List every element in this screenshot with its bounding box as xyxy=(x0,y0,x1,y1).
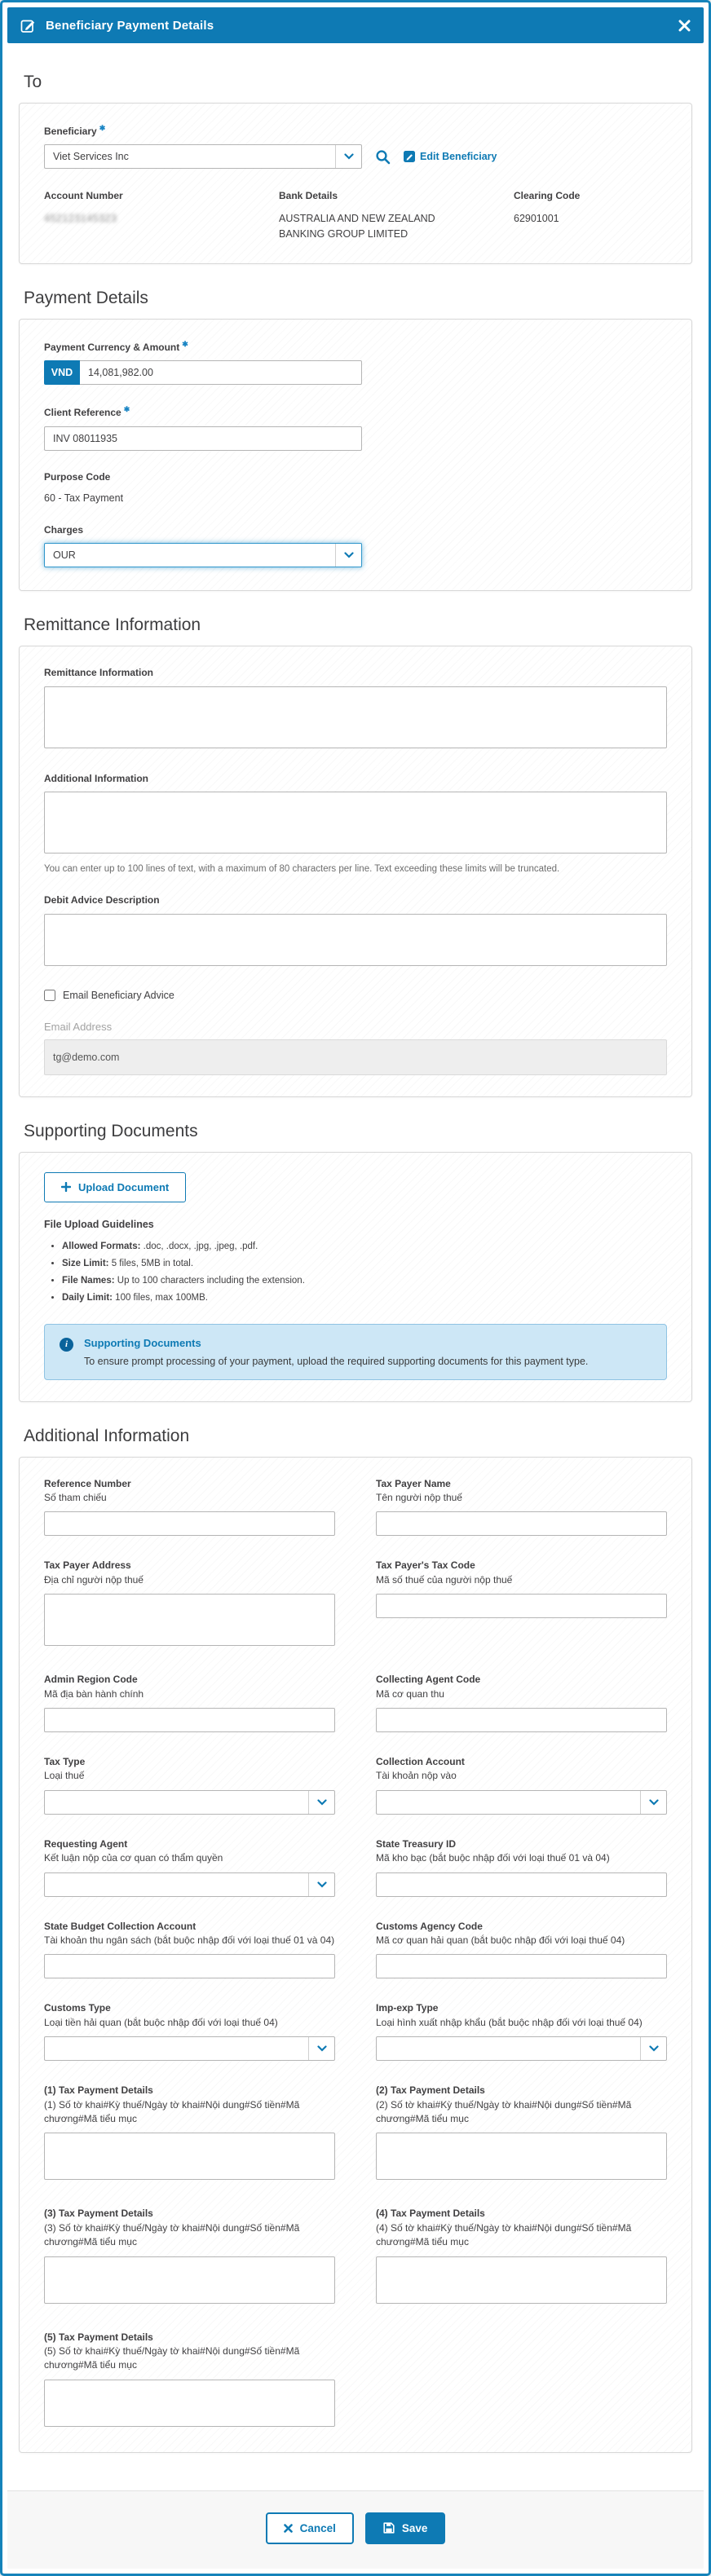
currency-amount-label: Payment Currency & Amount ✱ xyxy=(44,339,667,355)
supporting-documents-panel xyxy=(19,1152,692,1402)
field-label: Tax Type xyxy=(44,1756,86,1768)
chevron-down-icon xyxy=(335,544,361,567)
field-sublabel: Mã địa bàn hành chính xyxy=(44,1687,144,1700)
field-sublabel: Mã cơ quan hải quan (bắt buộc nhập đối với loại thuế 04) xyxy=(376,1934,625,1946)
field-reference-number xyxy=(44,1477,335,1537)
chevron-down-icon xyxy=(640,1791,666,1814)
additional-information-panel xyxy=(19,1457,692,2453)
field-sublabel: (5) Số tờ khai#Kỳ thuế/Ngày tờ khai#Nội dung#Số tiền#Mã chương#Mã tiểu mục xyxy=(44,2344,300,2371)
modal-footer xyxy=(7,2490,704,2569)
tax-payment-details-4-textarea[interactable] xyxy=(376,2256,667,2304)
required-asterisk xyxy=(121,407,130,418)
field-customs-agency-code xyxy=(376,1920,667,1979)
state-budget-collection-account-input[interactable] xyxy=(44,1954,335,1978)
field-label: Tax Payer Name xyxy=(376,1477,451,1489)
field-label: (5) Tax Payment Details xyxy=(44,2331,153,2343)
field-label: State Treasury ID xyxy=(376,1837,457,1850)
guideline-item: • File Names: Up to 100 characters including the extension. xyxy=(62,1273,667,1290)
field-collection-account xyxy=(376,1755,667,1815)
chevron-down-icon xyxy=(640,2037,666,2060)
field-sublabel: Loại thuế xyxy=(44,1770,85,1782)
email-beneficiary-advice-checkbox[interactable] xyxy=(44,990,55,1001)
chevron-down-icon xyxy=(308,1873,334,1896)
field-label: (1) Tax Payment Details xyxy=(44,2084,153,2097)
modal-content xyxy=(7,43,704,2468)
additional-info-textarea[interactable] xyxy=(44,792,667,854)
payment-details-heading: Payment Details xyxy=(24,288,148,307)
clearing-code-value: 62901001 xyxy=(514,213,559,225)
field-tax-payer-address xyxy=(44,1559,335,1650)
field-sublabel: Tài khoản thu ngân sách (bắt buộc nhập đối với loại thuế 01 và 04) xyxy=(44,1934,335,1946)
debit-advice-label: Debit Advice Description xyxy=(44,894,160,906)
field-label: Collecting Agent Code xyxy=(376,1674,481,1686)
to-panel xyxy=(19,103,692,264)
field-sublabel: (2) Số tờ khai#Kỳ thuế/Ngày tờ khai#Nội dung#Số tiền#Mã chương#Mã tiểu mục xyxy=(376,2098,632,2124)
field-sublabel: Mã cơ quan thu xyxy=(376,1687,444,1700)
supporting-documents-heading: Supporting Documents xyxy=(24,1121,198,1140)
file-upload-guidelines-title: File Upload Guidelines xyxy=(44,1218,154,1230)
edit-pencil-icon xyxy=(20,18,36,33)
field-state-treasury-id xyxy=(376,1837,667,1897)
amount-input[interactable] xyxy=(80,360,362,385)
info-icon: i xyxy=(60,1338,73,1352)
email-beneficiary-advice-row xyxy=(44,990,667,1001)
edit-beneficiary-icon xyxy=(404,151,415,162)
field-sublabel: (3) Số tờ khai#Kỳ thuế/Ngày tờ khai#Nội dung#Số tiền#Mã chương#Mã tiểu mục xyxy=(44,2221,300,2248)
imp-exp-type-select[interactable] xyxy=(376,2036,667,2061)
tax-payment-details-3-textarea[interactable] xyxy=(44,2256,335,2304)
modal-header xyxy=(7,7,704,43)
bank-details-label: Bank Details xyxy=(279,190,338,202)
field-sublabel: Số tham chiếu xyxy=(44,1492,107,1504)
field-label: (2) Tax Payment Details xyxy=(376,2084,485,2097)
field-sublabel: (1) Số tờ khai#Kỳ thuế/Ngày tờ khai#Nội dung#Số tiền#Mã chương#Mã tiểu mục xyxy=(44,2098,300,2124)
field-state-budget-collection-account xyxy=(44,1920,335,1979)
beneficiary-label: Beneficiary ✱ xyxy=(44,123,667,139)
payment-details-panel xyxy=(19,319,692,592)
field-customs-type xyxy=(44,2001,335,2061)
email-address-input xyxy=(44,1039,667,1075)
field-label: State Budget Collection Account xyxy=(44,1920,197,1932)
field-label: (4) Tax Payment Details xyxy=(376,2208,485,2220)
collection-account-select[interactable] xyxy=(376,1790,667,1815)
chevron-down-icon xyxy=(308,1791,334,1814)
field-tax-payer-name xyxy=(376,1477,667,1537)
account-number-label: Account Number xyxy=(44,190,123,202)
client-reference-label: Client Reference ✱ xyxy=(44,404,667,420)
field-label: Collection Account xyxy=(376,1756,465,1768)
field-sublabel: Loại tiền hải quan (bắt buộc nhập đối với loại thuế 04) xyxy=(44,2016,278,2028)
beneficiary-summary xyxy=(44,190,667,242)
field-label: Tax Payer Address xyxy=(44,1559,131,1572)
currency-badge: VND xyxy=(44,360,80,385)
required-asterisk xyxy=(179,342,188,353)
collecting-agent-code-input[interactable] xyxy=(376,1708,667,1732)
field-sublabel: Mã số thuế của người nộp thuế xyxy=(376,1573,513,1586)
beneficiary-select-value: Viet Services Inc xyxy=(53,151,129,163)
customs-type-select[interactable] xyxy=(44,2036,335,2061)
field-collecting-agent-code xyxy=(376,1673,667,1732)
purpose-code-label: Purpose Code xyxy=(44,470,111,483)
required-asterisk xyxy=(97,126,106,137)
field-label: Requesting Agent xyxy=(44,1837,128,1850)
client-reference-input[interactable] xyxy=(44,426,362,451)
field-tax-payment-details-3 xyxy=(44,2207,335,2307)
guideline-item: • Size Limit: 5 files, 5MB in total. xyxy=(62,1255,667,1273)
account-number-value: 452123145323 xyxy=(44,213,117,225)
field-label: Customs Agency Code xyxy=(376,1920,483,1932)
state-treasury-id-input[interactable] xyxy=(376,1872,667,1897)
clearing-code-label: Clearing Code xyxy=(514,190,581,202)
field-imp-exp-type xyxy=(376,2001,667,2061)
supporting-documents-info-box xyxy=(44,1324,667,1380)
field-tax-payment-details-4 xyxy=(376,2207,667,2307)
charges-label: Charges xyxy=(44,524,84,536)
tax-type-select[interactable] xyxy=(44,1790,335,1815)
admin-region-code-input[interactable] xyxy=(44,1708,335,1732)
field-label: Admin Region Code xyxy=(44,1674,138,1686)
field-sublabel: Loại hình xuất nhập khẩu (bắt buộc nhập đối với loại thuế 04) xyxy=(376,2016,643,2028)
charges-select-value: OUR xyxy=(53,549,76,562)
remittance-section-heading: Remittance Information xyxy=(24,615,201,635)
reference-number-input[interactable] xyxy=(44,1511,335,1536)
field-tax-payment-details-5 xyxy=(44,2331,335,2431)
field-sublabel: Tài khoản nộp vào xyxy=(376,1770,457,1782)
edit-beneficiary-link[interactable]: Edit Beneficiary xyxy=(404,151,497,162)
guideline-item: • Allowed Formats: .doc, .docx, .jpg, .jpeg, .pdf. xyxy=(62,1238,667,1255)
tax-payer-tax-code-input[interactable] xyxy=(376,1594,667,1618)
tax-payment-details-2-textarea[interactable] xyxy=(376,2133,667,2180)
save-button[interactable]: Save xyxy=(365,2512,446,2544)
textarea-helper-text: You can enter up to 100 lines of text, with a maximum of 80 characters per line. Text exceeding these limits will be truncated. xyxy=(44,864,560,875)
field-tax-payment-details-1 xyxy=(44,2084,335,2184)
to-section-heading: To xyxy=(24,73,42,91)
guideline-item: • Daily Limit: 100 files, max 100MB. xyxy=(62,1290,667,1307)
close-icon[interactable] xyxy=(678,20,691,32)
additional-info-label: Additional Information xyxy=(44,772,148,784)
field-requesting-agent xyxy=(44,1837,335,1897)
tax-payment-details-5-textarea[interactable] xyxy=(44,2380,335,2427)
beneficiary-select[interactable] xyxy=(44,144,362,169)
info-box-title: Supporting Documents xyxy=(84,1336,201,1349)
additional-information-heading: Additional Information xyxy=(24,1426,190,1445)
info-box-text: To ensure prompt processing of your payment, upload the required supporting documents for this payment type. xyxy=(84,1355,589,1367)
field-tax-type xyxy=(44,1755,335,1815)
field-label: (3) Tax Payment Details xyxy=(44,2208,153,2220)
chevron-down-icon xyxy=(308,2037,334,2060)
remittance-panel xyxy=(19,646,692,1096)
field-sublabel: Địa chỉ người nộp thuế xyxy=(44,1573,144,1586)
field-sublabel: (4) Số tờ khai#Kỳ thuế/Ngày tờ khai#Nội dung#Số tiền#Mã chương#Mã tiểu mục xyxy=(376,2221,632,2248)
file-upload-guidelines-list xyxy=(44,1238,667,1308)
plus-icon xyxy=(61,1182,71,1192)
field-tax-payment-details-2 xyxy=(376,2084,667,2184)
purpose-code-value: 60 - Tax Payment xyxy=(44,492,124,505)
field-admin-region-code xyxy=(44,1673,335,1732)
debit-advice-textarea[interactable] xyxy=(44,914,667,966)
field-label: Reference Number xyxy=(44,1477,131,1489)
tax-payer-name-input[interactable] xyxy=(376,1511,667,1536)
email-address-label: Email Address xyxy=(44,1020,113,1033)
beneficiary-row xyxy=(44,144,667,169)
email-beneficiary-advice-label: Email Beneficiary Advice xyxy=(63,989,174,1001)
modal-title: Beneficiary Payment Details xyxy=(46,18,214,33)
chevron-down-icon xyxy=(335,145,361,168)
tax-payment-details-1-textarea[interactable] xyxy=(44,2133,335,2180)
charges-select[interactable] xyxy=(44,543,362,567)
currency-amount-group xyxy=(44,360,362,385)
save-floppy-icon xyxy=(383,2522,395,2534)
field-label: Tax Payer's Tax Code xyxy=(376,1559,475,1572)
additional-information-grid xyxy=(44,1477,667,2431)
field-tax-payer-tax-code xyxy=(376,1559,667,1618)
search-icon[interactable] xyxy=(375,149,391,165)
customs-agency-code-input[interactable] xyxy=(376,1954,667,1978)
field-label: Imp-exp Type xyxy=(376,2002,439,2014)
cancel-x-icon xyxy=(284,2524,293,2533)
tax-payer-address-textarea[interactable] xyxy=(44,1594,335,1646)
cancel-button[interactable]: Cancel xyxy=(266,2512,354,2544)
field-sublabel: Mã kho bạc (bắt buộc nhập đối với loại thuế 01 và 04) xyxy=(376,1852,610,1864)
field-sublabel: Kết luận nộp của cơ quan có thẩm quyền xyxy=(44,1852,223,1864)
field-label: Customs Type xyxy=(44,2002,111,2014)
remittance-info-textarea[interactable] xyxy=(44,686,667,748)
upload-document-button[interactable]: Upload Document xyxy=(44,1172,186,1202)
remittance-info-label: Remittance Information xyxy=(44,667,154,679)
field-sublabel: Tên người nộp thuế xyxy=(376,1492,462,1504)
requesting-agent-select[interactable] xyxy=(44,1872,335,1897)
bank-details-value: AUSTRALIA AND NEW ZEALAND BANKING GROUP LIMITED xyxy=(279,213,435,240)
